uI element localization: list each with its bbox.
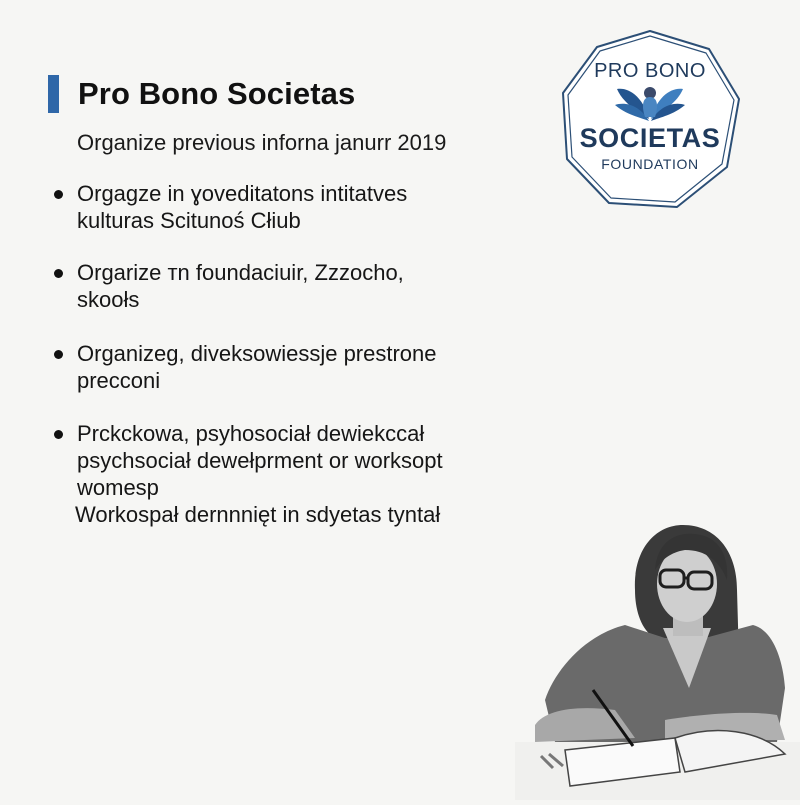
bullet-line: Orgarize тn foundaciuir, Zzzocho, [77, 260, 404, 285]
bullet-dot-icon [54, 269, 63, 278]
bullet-line: psychsociał dewełprment or worksopt [77, 448, 443, 473]
logo-top-text: PRO BONO [594, 60, 706, 82]
logo-sub-text: FOUNDATION [601, 156, 699, 172]
bullet-line: Orgagze in ɣoveditatons intitatves [77, 181, 408, 206]
woman-writing-photo [515, 510, 800, 800]
page-title: Pro Bono Societas [78, 76, 356, 111]
bullet-item [50, 259, 404, 313]
lotus-leaves-icon [557, 27, 743, 213]
bullet-item [50, 180, 407, 234]
bullet-line: womesp [77, 475, 159, 500]
foundation-logo-badge [557, 27, 743, 213]
bullet-line: Organizeg, diveksowiessje prestrone [77, 341, 437, 366]
bullet-dot-icon [54, 190, 63, 199]
bullet-line: skoołs [77, 287, 140, 312]
bullet-line: precconi [77, 368, 161, 393]
bullet-item [50, 340, 437, 394]
page-subtitle: Organize previous inforna janurr 2019 [77, 130, 447, 155]
bullet-line: Prckckowa, psyhosociał dewiekccał [77, 421, 425, 446]
bullet-line: kulturas Scitunoś Cłiub [77, 208, 301, 233]
bullet-item [50, 420, 443, 528]
logo-main-text: SOCIETAS [579, 123, 721, 153]
bullet-dot-icon [54, 430, 63, 439]
bullet-dot-icon [54, 350, 63, 359]
bullet-line: Workospał dernnnięt in sdyetas tyntał [75, 502, 441, 527]
title-accent-bar [48, 75, 59, 113]
